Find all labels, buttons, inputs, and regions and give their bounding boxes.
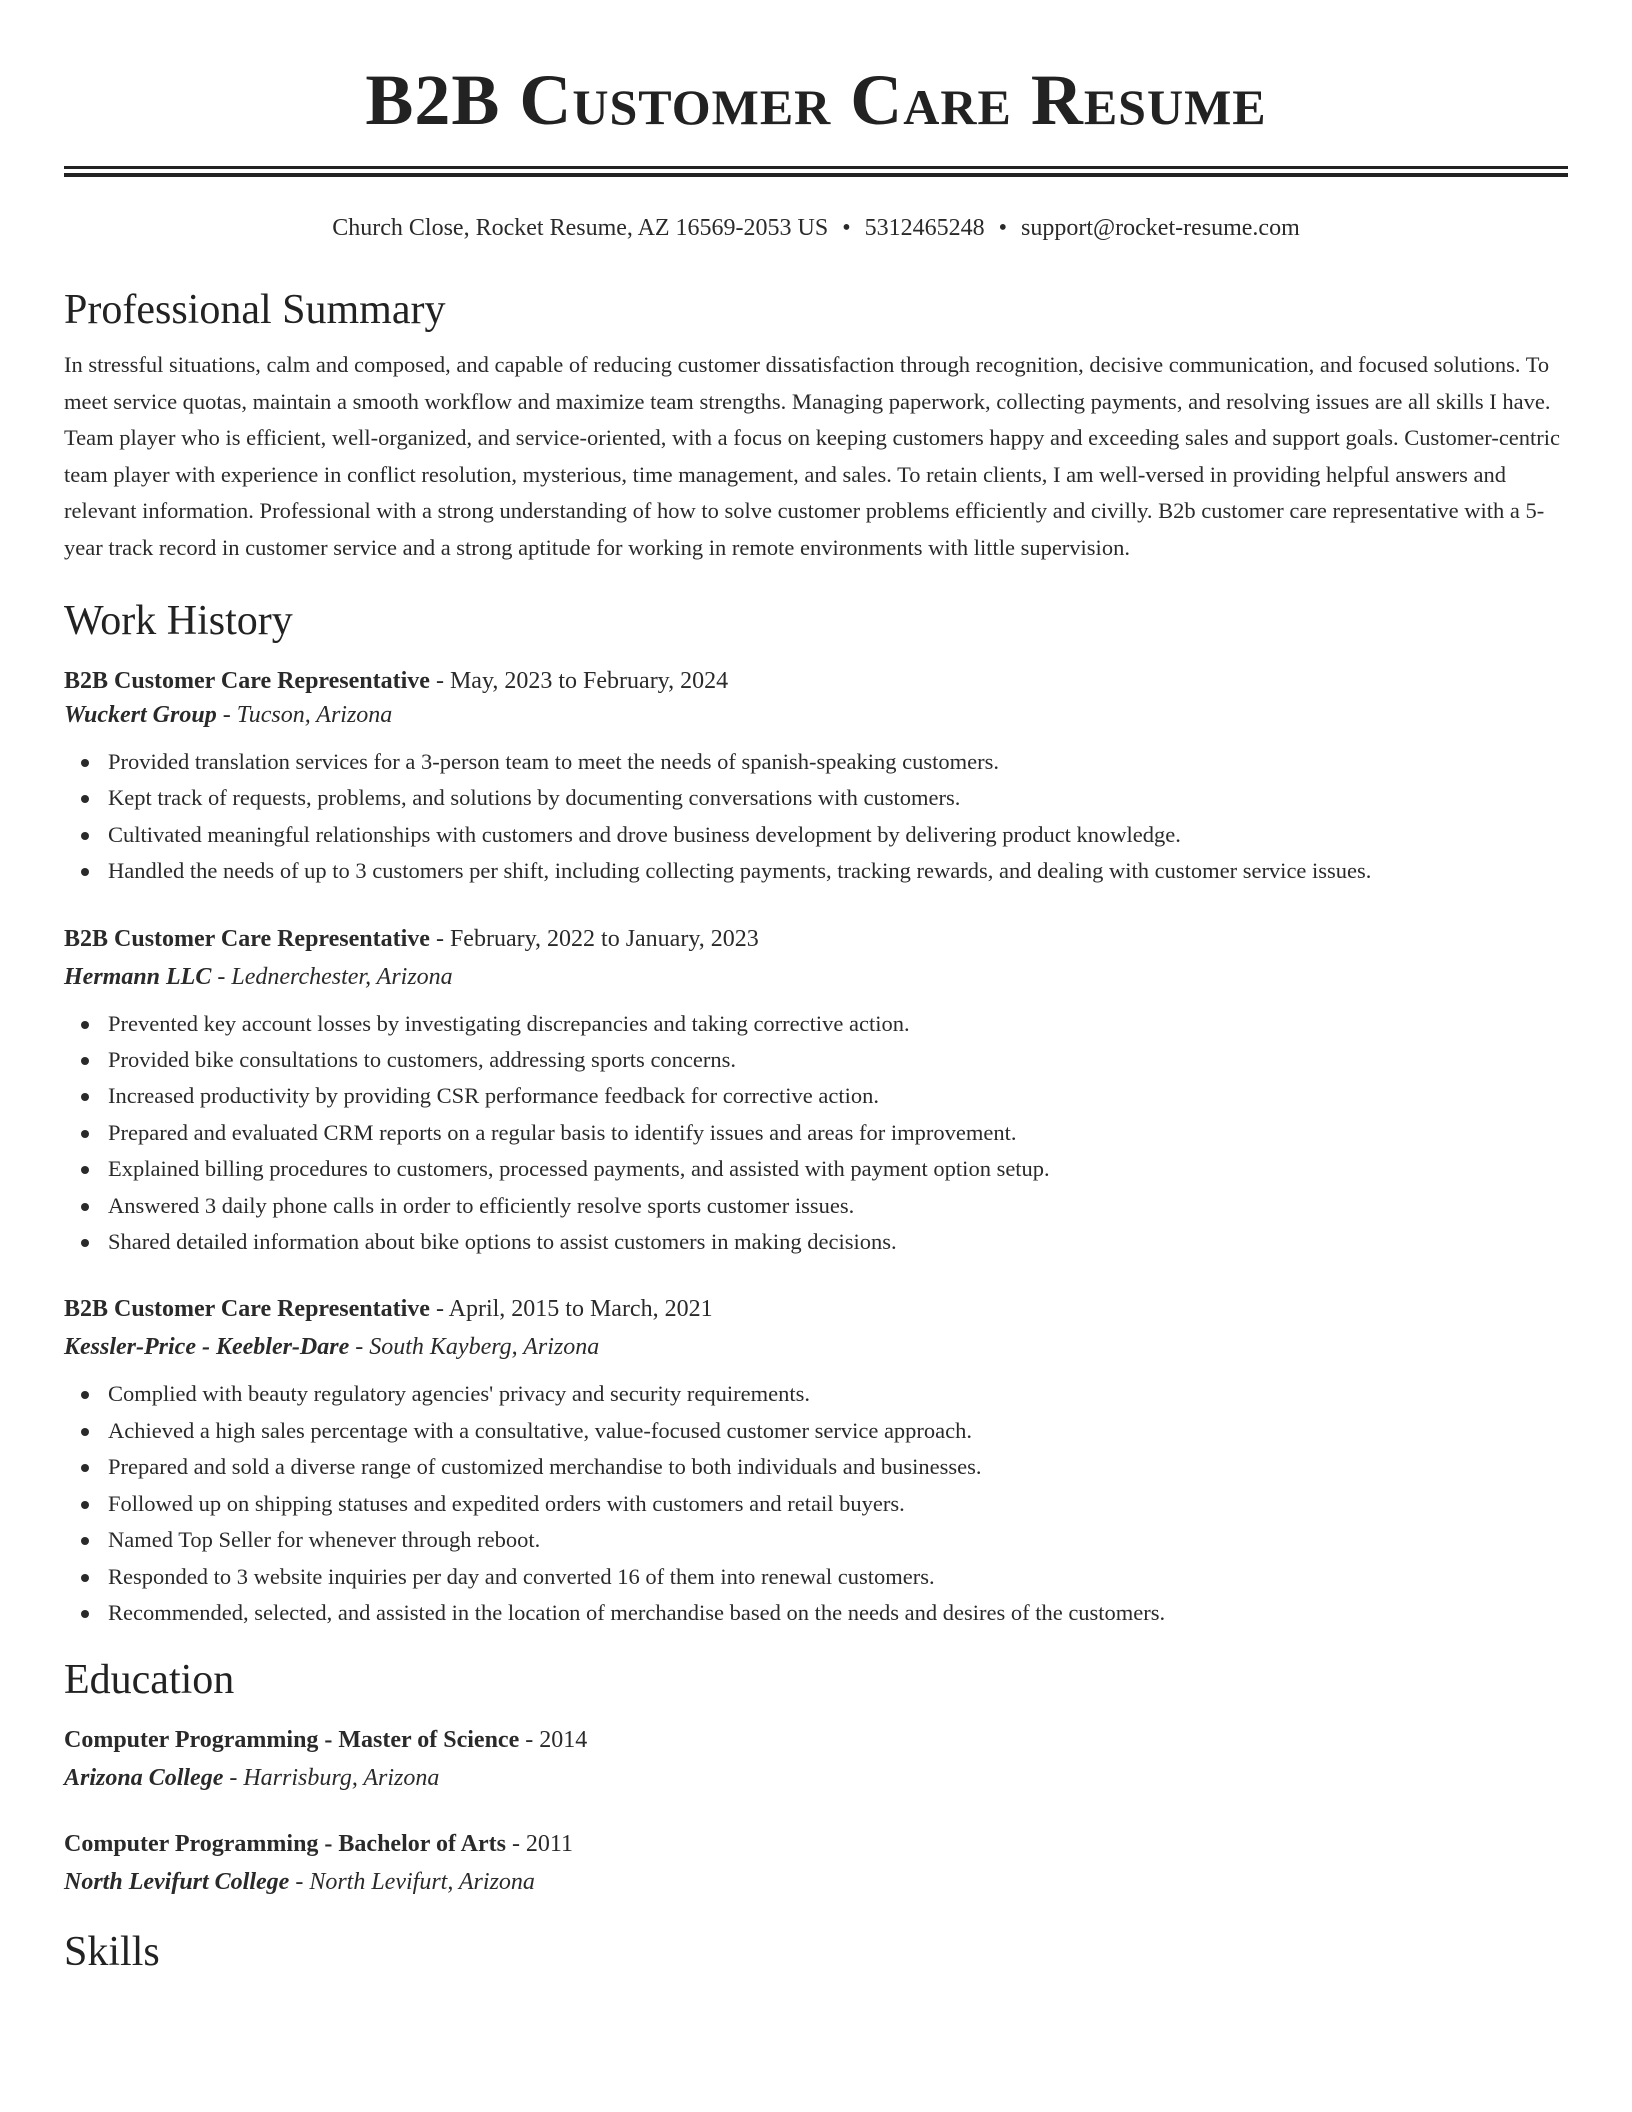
job-entry-3 <box>64 1292 1568 1631</box>
education-school: Arizona College <box>64 1765 224 1792</box>
job-duty-item: Prevented key account losses by investigating discrepancies and taking corrective action. <box>64 1006 1568 1042</box>
job-entry-1 <box>64 664 1568 890</box>
job-duty-item: Followed up on shipping statuses and expedited orders with customers and retail buyers. <box>64 1486 1568 1522</box>
job-company: Wuckert Group <box>64 702 217 728</box>
job-duty-item: Shared detailed information about bike options to assist customers in making decisions. <box>64 1224 1568 1260</box>
title-double-rule <box>64 166 1568 177</box>
job-duty-item: Responded to 3 website inquiries per day and converted 16 of them into renewal customers. <box>64 1559 1568 1595</box>
section-heading-education: Education <box>64 1657 235 1704</box>
job-duty-item: Answered 3 daily phone calls in order to efficiently resolve sports customer issues. <box>64 1188 1568 1224</box>
job-entry-2 <box>64 922 1568 1261</box>
job-role: B2B Customer Care Representative <box>64 668 430 694</box>
job-duty-item: Explained billing procedures to customers, processed payments, and assisted with payment option setup. <box>64 1151 1568 1187</box>
job-location: - South Kayberg, Arizona <box>349 1334 600 1361</box>
job-duty-item: Prepared and evaluated CRM reports on a regular basis to identify issues and areas for improvement. <box>64 1115 1568 1151</box>
summary-text: In stressful situations, calm and composed, and capable of reducing customer dissatisfaction through recognition, decisive communication, and focused solutions. To meet service quotas, maintain a smooth workflow and maximize team strengths. Managing paperwork, collecting payments, and resolving issues are all skills I have. Team player who is efficient, well-organized, and service-oriented, with a focus on keeping customers happy and exceeding sales and support goals. Customer-centric team player with experience in conflict resolution, mysterious, time management, and sales. To retain clients, I am well-versed in providing helpful answers and relevant information. Professional with a strong understanding of how to solve customer problems efficiently and civilly. B2b customer care representative with a 5-year track record in customer service and a strong aptitude for working in remote environments with little supervision. <box>64 352 1561 560</box>
job-duty-item: Prepared and sold a diverse range of customized merchandise to both individuals and businesses. <box>64 1449 1568 1485</box>
section-heading-summary: Professional Summary <box>64 287 446 333</box>
contact-email: support@rocket-resume.com <box>1021 215 1300 241</box>
education-entry-1 <box>64 1723 1568 1795</box>
job-duty-item: Named Top Seller for whenever through reboot. <box>64 1522 1568 1558</box>
education-school-line <box>64 1761 1568 1795</box>
contact-separator: • <box>842 215 851 241</box>
education-school: North Levifurt College <box>64 1869 290 1896</box>
job-title-line <box>64 664 1568 698</box>
job-dates: - February, 2022 to January, 2023 <box>429 925 759 952</box>
job-duty-item: Complied with beauty regulatory agencies' privacy and security requirements. <box>64 1376 1568 1412</box>
job-title-line <box>64 922 1568 956</box>
job-duties-list <box>64 1376 1568 1631</box>
job-duties-list <box>64 1006 1568 1261</box>
job-location: - Tucson, Arizona <box>216 702 393 728</box>
job-dates: - May, 2023 to February, 2024 <box>429 668 729 694</box>
job-title-line <box>64 1292 1568 1326</box>
job-company-line <box>64 960 1568 994</box>
job-role: B2B Customer Care Representative <box>64 1296 430 1323</box>
job-duty-item: Provided bike consultations to customers, addressing sports concerns. <box>64 1042 1568 1078</box>
job-duty-item: Increased productivity by providing CSR performance feedback for corrective action. <box>64 1078 1568 1114</box>
education-school-line <box>64 1865 1568 1899</box>
job-location: - Lednerchester, Arizona <box>211 963 453 990</box>
education-year: - 2014 <box>519 1727 588 1754</box>
education-degree-line <box>64 1723 1568 1757</box>
job-company-line <box>64 698 1568 732</box>
job-duty-item: Kept track of requests, problems, and solutions by documenting conversations with customers. <box>64 780 1568 816</box>
job-company: Hermann LLC <box>64 963 212 990</box>
contact-phone: 5312465248 <box>864 215 985 241</box>
job-duty-item: Achieved a high sales percentage with a consultative, value-focused customer service approach. <box>64 1413 1568 1449</box>
job-company: Kessler-Price - Keebler-Dare <box>64 1334 350 1361</box>
job-duty-item: Handled the needs of up to 3 customers per shift, including collecting payments, tracking rewards, and dealing with customer service issues. <box>64 853 1568 889</box>
education-degree-line <box>64 1827 1568 1861</box>
contact-separator: • <box>998 215 1008 241</box>
job-dates: - April, 2015 to March, 2021 <box>429 1296 713 1323</box>
education-degree: Computer Programming - Bachelor of Arts <box>64 1831 506 1858</box>
job-duty-item: Cultivated meaningful relationships with customers and drove business development by delivering product knowledge. <box>64 817 1568 853</box>
section-heading-work-history: Work History <box>64 598 293 644</box>
education-year: - 2011 <box>505 1831 574 1858</box>
education-entry-2 <box>64 1827 1568 1899</box>
education-location: - Harrisburg, Arizona <box>223 1765 440 1792</box>
job-role: B2B Customer Care Representative <box>64 925 430 952</box>
job-duties-list <box>64 744 1568 890</box>
education-degree: Computer Programming - Master of Science <box>64 1727 520 1754</box>
job-company-line <box>64 1330 1568 1364</box>
resume-title: B2B Customer Care Resume <box>365 60 1267 140</box>
contact-address: Church Close, Rocket Resume, AZ 16569-2053 US <box>332 215 829 241</box>
contact-line <box>64 213 1568 243</box>
job-duty-item: Recommended, selected, and assisted in the location of merchandise based on the needs and desires of the customers. <box>64 1595 1568 1631</box>
section-heading-skills: Skills <box>64 1929 160 1976</box>
education-location: - North Levifurt, Arizona <box>289 1869 535 1896</box>
job-duty-item: Provided translation services for a 3-person team to meet the needs of spanish-speaking customers. <box>64 744 1568 780</box>
